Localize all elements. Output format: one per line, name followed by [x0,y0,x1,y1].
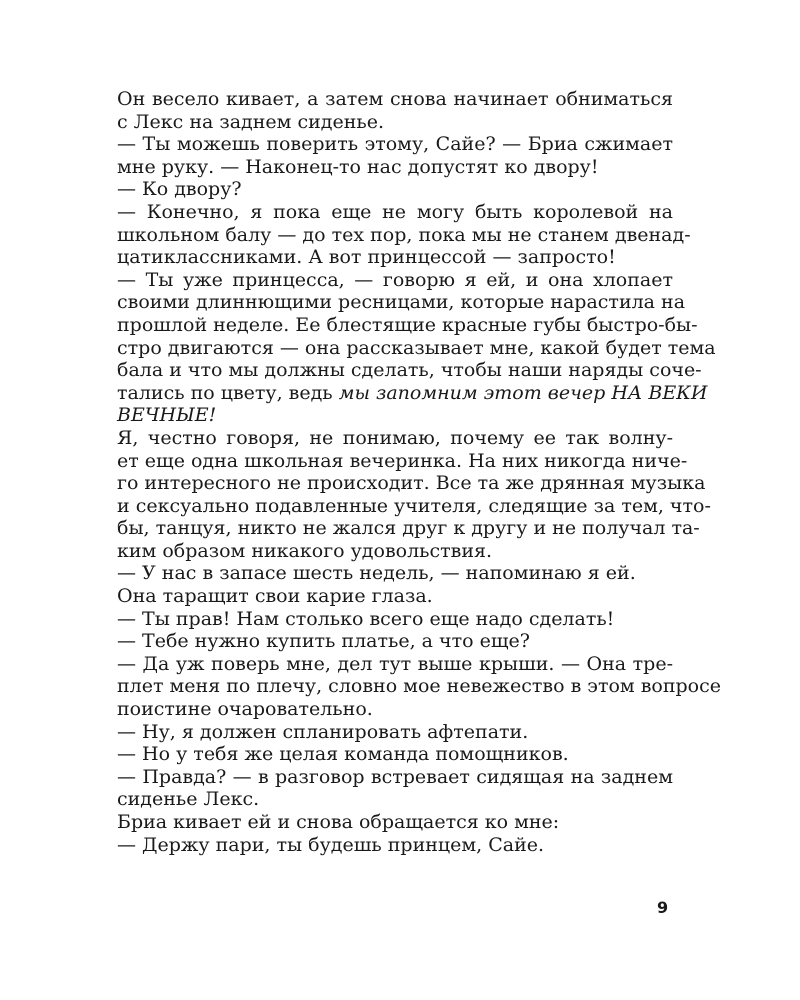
text-line [117,381,708,405]
italic-emphasis: ВЕЧНЫЕ! [117,404,217,427]
text-line: — Да уж поверь мне, дел тут выше крыши. — Она тре- [117,652,673,675]
text-line: — Правда? — в разговор встревает сидящая на заднем [117,765,673,788]
text-line: Она таращит свои карие глаза. [117,585,433,608]
text-line: стро двигаются — она рассказывает мне, какой будет тема [117,336,716,359]
text-line: — Держу пари, ты будешь принцем, Сайе. [117,833,545,856]
text-line: — Ну, я должен спланировать афтепати. [117,720,529,743]
text-line: цатиклассниками. А вот принцессой — запросто! [117,246,616,269]
text-line: ким образом никакого удовольствия. [117,539,493,562]
text-line: — Конечно, я пока еще не могу быть королевой на [117,200,673,223]
text-line: го интересного не происходит. Все та же дрянная музыка [117,472,706,495]
text-line: сиденье Лекс. [117,788,260,811]
text-line: школьном балу — до тех пор, пока мы не станем двенад- [117,223,691,246]
text-line: Бриа кивает ей и снова обращается ко мне: [117,811,560,833]
text-line: — Тебе нужно купить платье, а что еще? [117,630,530,653]
text-line: плет меня по плечу, словно мое невежество в этом вопросе [117,675,722,698]
text-line: бала и что мы должны сделать, чтобы наши наряды соче- [117,359,702,382]
text-line: прошлой неделе. Ее блестящие красные губы быстро-бы- [117,313,698,336]
italic-emphasis: мы запомним этот вечер НА ВЕКИ [338,381,708,404]
text-line: бы, танцуя, никто не жался друг к другу и не получал та- [117,517,700,540]
text-line: — Ты уже принцесса, — говорю я ей, и она хлопает [117,268,673,291]
text-line: Я, честно говоря, не понимаю, почему ее так волну- [117,426,673,449]
text-line: своими длиннющими ресницами, которые нарастила на [117,291,686,314]
text-line: Он весело кивает, а затем снова начинает обниматься [117,88,673,110]
body-text [117,88,722,856]
text-line: ет еще одна школьная вечеринка. На них никогда ниче- [117,449,688,472]
text-line: и сексуально подавленные учителя, следящие за тем, что- [117,494,711,517]
text-line: — Но у тебя же целая команда помощников. [117,743,569,766]
text-line: — Ко двору? [117,178,242,201]
text-line: — Ты можешь поверить этому, Сайе? — Бриа сжимает [117,133,673,156]
page-number: 9 [657,898,669,917]
text-line: поистине очаровательно. [117,698,373,721]
text-line: — У нас в запасе шесть недель, — напоминаю я ей. [117,562,636,585]
text-line: мне руку. — Наконец-то нас допустят ко двору! [117,155,599,178]
text-line: с Лекс на заднем сиденье. [117,110,385,133]
text-line: — Ты прав! Нам столько всего еще надо сделать! [117,607,615,630]
text-line-start: тались по цвету, ведь [117,381,339,404]
